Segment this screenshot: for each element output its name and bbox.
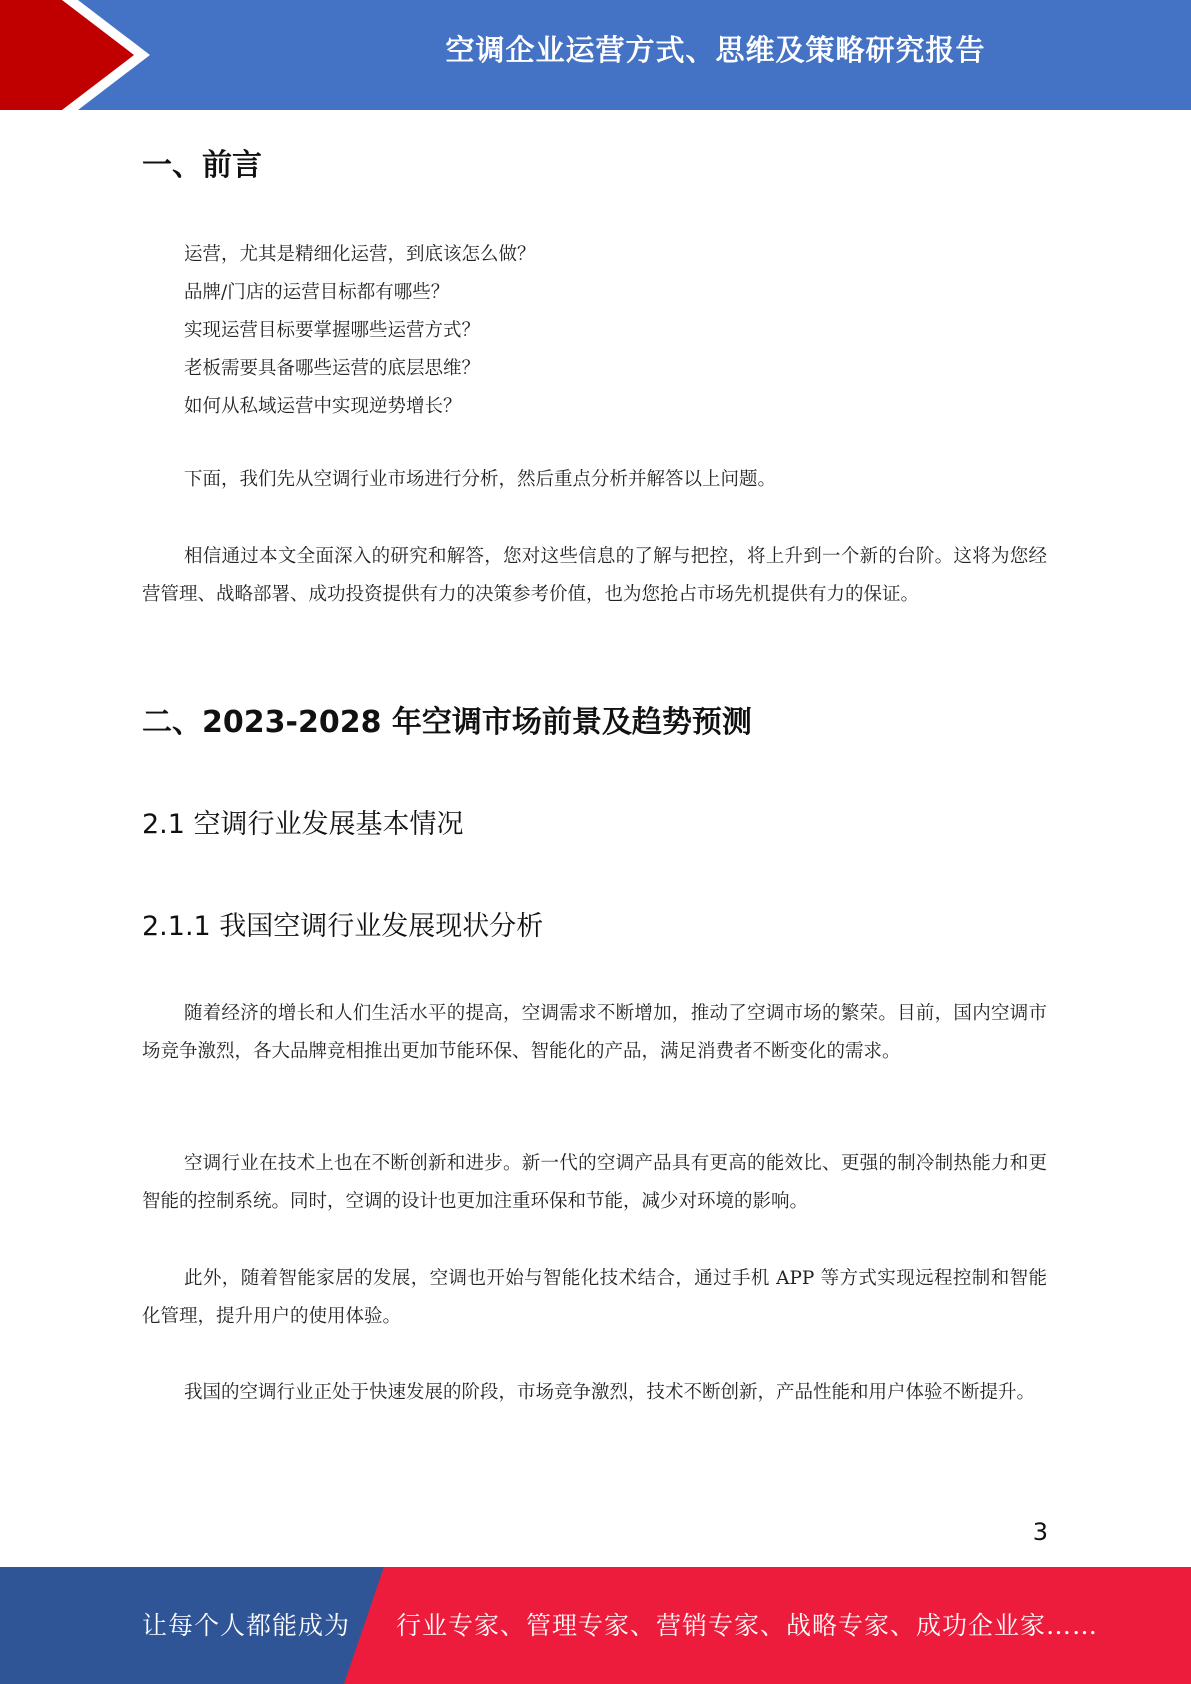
- header-title: 空调企业运营方式、思维及策略研究报告: [445, 33, 986, 67]
- paragraph: 空调行业在技术上也在不断创新和进步。新一代的空调产品具有更高的能效比、更强的制冷制热能力和更智能的控制系统。同时，空调的设计也更加注重环保和节能，减少对环境的影响。: [142, 1153, 1047, 1212]
- footer-slogan-left: 让每个人都能成为: [142, 1611, 351, 1640]
- question-line: 实现运营目标要掌握哪些运营方式？: [184, 320, 481, 341]
- question-line: 品牌/门店的运营目标都有哪些？: [184, 282, 450, 303]
- paragraph: 我国的空调行业正处于快速发展的阶段，市场竞争激烈，技术不断创新，产品性能和用户体验不断提升。: [184, 1382, 1036, 1403]
- header-banner: [0, 0, 1191, 110]
- page-number: 3: [1032, 1518, 1048, 1546]
- question-line: 如何从私域运营中实现逆势增长？: [184, 396, 462, 417]
- footer-slogan-right: 行业专家、管理专家、营销专家、战略专家、成功企业家……: [396, 1611, 1099, 1640]
- section-heading-market-outlook: 二、2023-2028 年空调市场前景及趋势预测: [142, 705, 752, 740]
- subsection-heading: 2.1.1 我国空调行业发展现状分析: [142, 911, 544, 942]
- header-chevron-decoration: [0, 0, 200, 110]
- paragraph: 随着经济的增长和人们生活水平的提高，空调需求不断增加，推动了空调市场的繁荣。目前，国内空调市场竞争激烈，各大品牌竞相推出更加节能环保、智能化的产品，满足消费者不断变化的需求。: [142, 1003, 1047, 1062]
- subsection-heading: 2.1 空调行业发展基本情况: [142, 809, 464, 840]
- paragraph: 下面，我们先从空调行业市场进行分析，然后重点分析并解答以上问题。: [184, 469, 777, 490]
- paragraph: 相信通过本文全面深入的研究和解答，您对这些信息的了解与把控，将上升到一个新的台阶。这将为您经营管理、战略部署、成功投资提供有力的决策参考价值，也为您抢占市场先机提供有力的保证。: [142, 546, 1047, 605]
- question-line: 运营，尤其是精细化运营，到底该怎么做？: [184, 244, 536, 265]
- section-heading-preface: 一、前言: [142, 148, 262, 183]
- question-line: 老板需要具备哪些运营的底层思维？: [184, 358, 481, 379]
- paragraph: 此外，随着智能家居的发展，空调也开始与智能化技术结合，通过手机 APP 等方式实现远程控制和智能化管理，提升用户的使用体验。: [142, 1268, 1047, 1327]
- footer-banner: [0, 1567, 1191, 1684]
